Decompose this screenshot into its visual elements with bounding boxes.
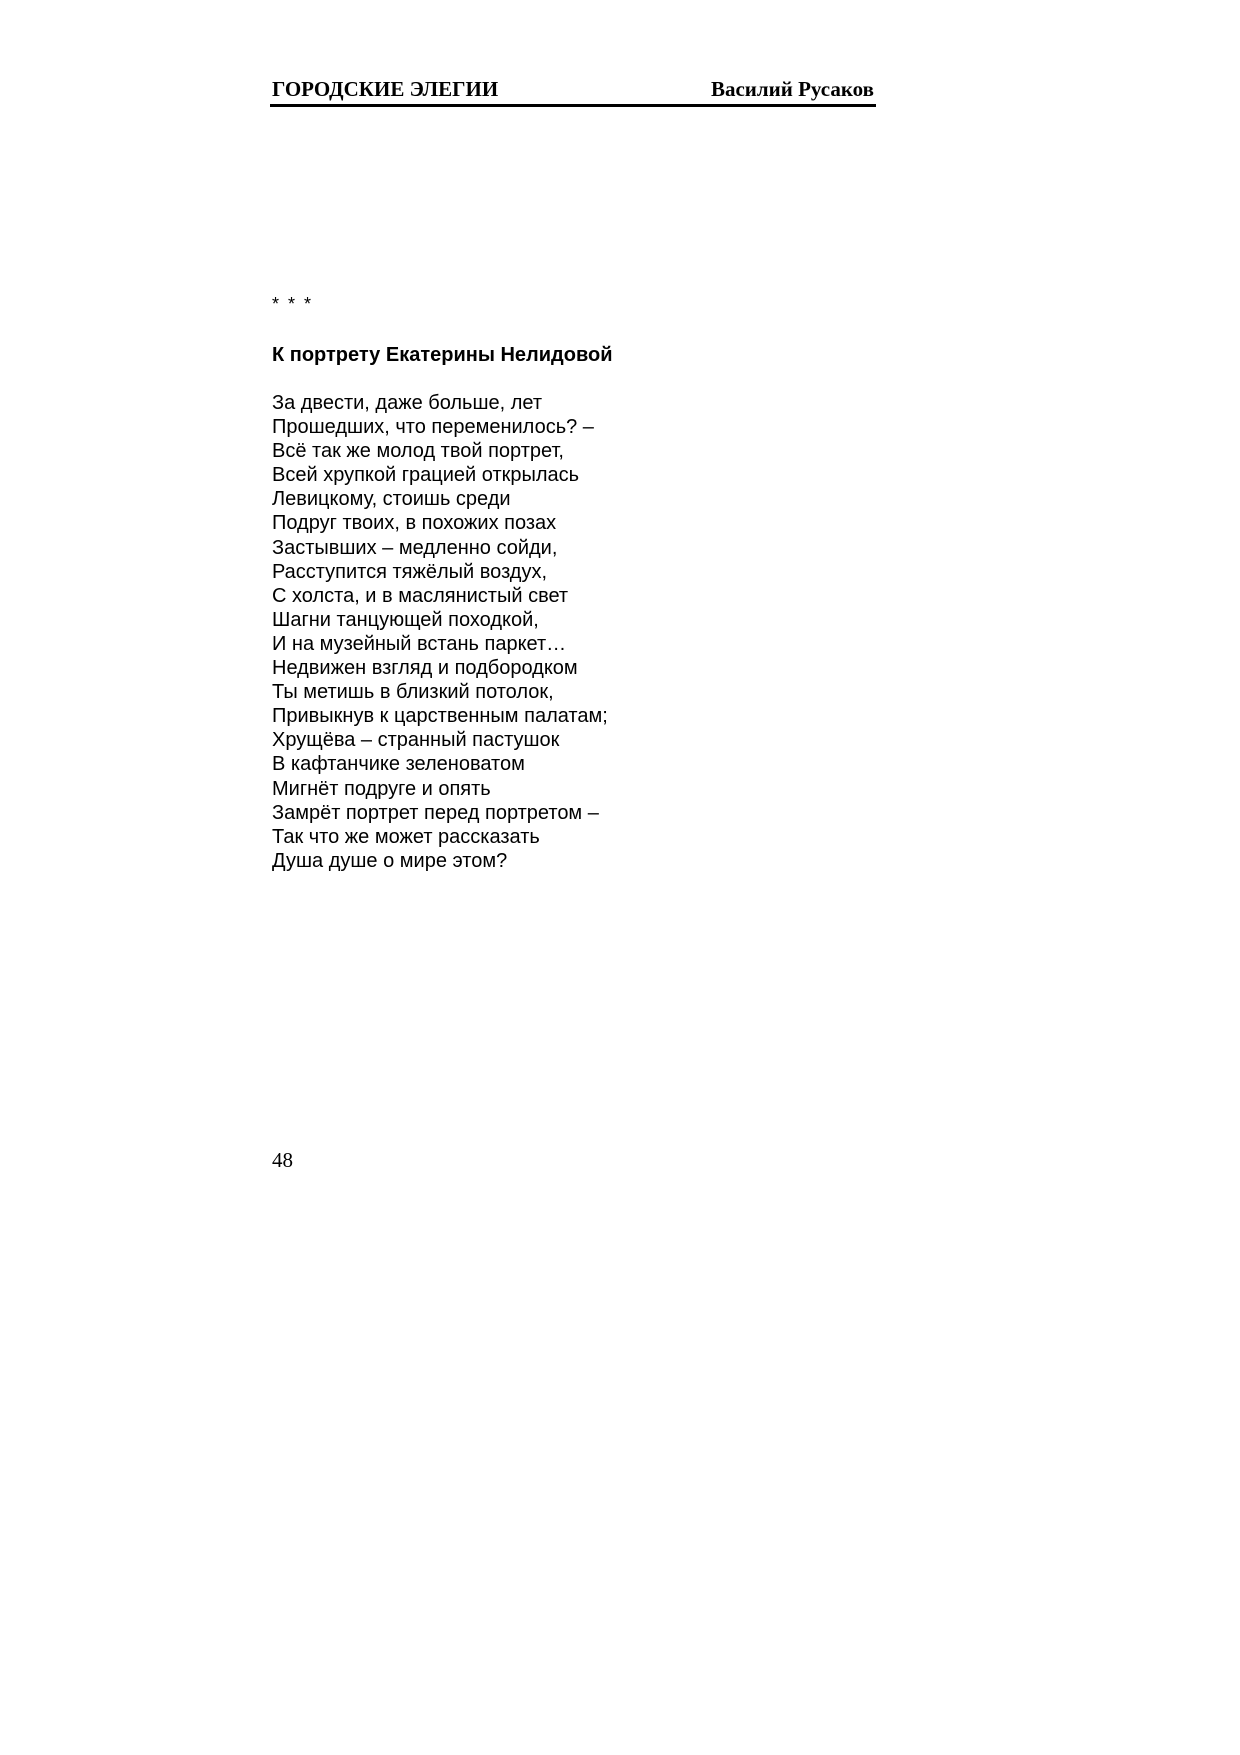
poem-line: С холста, и в маслянистый свет [272,584,569,607]
poem-line: Прошедших, что переменилось? – [272,416,594,439]
running-header [270,74,876,107]
poem-line: Застывших – медленно сойди, [272,536,558,559]
poem-line: Ты метишь в близкий потолок, [272,681,554,704]
poem-line: Расступится тяжёлый воздух, [272,560,548,583]
poem-line: Всё так же молод твой портрет, [272,440,564,463]
author-name: Василий Русаков [710,77,874,101]
poem-line: Недвижен взгляд и подбородком [272,657,578,680]
book-title: ГОРОДСКИЕ ЭЛЕГИИ [272,77,499,101]
poem-line: И на музейный встань паркет… [272,632,567,655]
poem-line: Душа душе о мире этом? [272,849,508,872]
poem-line: Мигнёт подруге и опять [272,777,491,800]
poem-line: Хрущёва – странный пастушок [272,729,560,752]
poem-line: За двести, даже больше, лет [272,392,543,414]
poem-line: Левицкому, стоишь среди [272,488,511,511]
poem-line: Привыкнув к царственным палатам; [272,705,608,728]
poem-line: Замрёт портрет перед портретом – [272,801,599,824]
poem-body [272,391,608,873]
poem-line: Шагни танцующей походкой, [272,608,539,631]
poem-line: В кафтанчике зеленоватом [272,753,525,776]
poem-title: К портрету Екатерины Нелидовой [272,344,613,366]
poem-line: Подруг твоих, в похожих позах [272,512,557,535]
section-separator: * * * [272,294,314,314]
poem-line: Так что же может рассказать [272,825,540,848]
page-number: 48 [272,1148,293,1172]
poem-line: Всей хрупкой грацией открылась [272,464,580,487]
